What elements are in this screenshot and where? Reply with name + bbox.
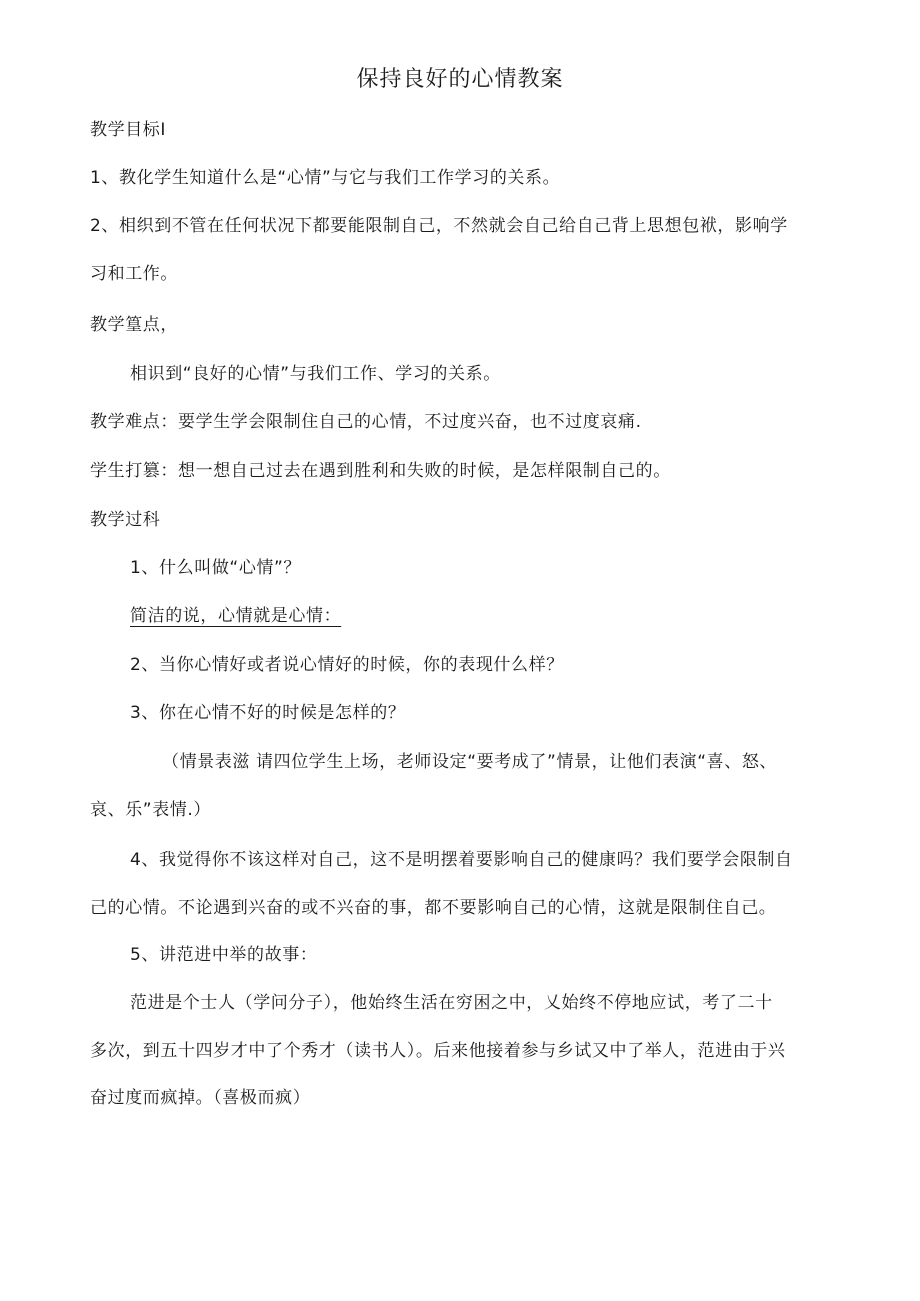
process-heading: 教学过科: [90, 510, 161, 530]
objective-2-line-2: 习和工作。: [90, 264, 178, 284]
question-1: 1、什么叫做“心情”？: [130, 558, 302, 578]
student-prep-text: 学生打篡：想一想自己过去在遇到胜利和失败的时候，是怎样限制自己的。: [90, 461, 671, 481]
story-line-3: 奋过度而疯掉。（喜极而疯）: [90, 1088, 311, 1108]
objective-2-line-1: 2、相织到不管在任何状况下都要能限制自己，不然就会自己给自己背上思想包袱，影响学: [90, 216, 788, 236]
story-line-2: 多次，到五十四岁才中了个秀才（读书人）。后来他接着参与乡试又中了举人，范进由于兴: [90, 1041, 786, 1061]
question-1-answer: 简洁的说，心情就是心情：: [130, 606, 342, 626]
key-points-heading: 教学篁点，: [90, 315, 178, 335]
difficulty-text: 教学难点：要学生学会限制住自己的心情，不过度兴奋，也不过度哀痛.: [90, 412, 642, 432]
key-point-text: 相识到“良好的心情”与我们工作、学习的关系。: [130, 364, 501, 384]
scene-line-2: 哀、乐”表情.）: [90, 800, 212, 820]
scene-line-1: （情景表滋 请四位学生上场，老师设定“要考成了”情景，让他们表演“喜、怒、: [162, 752, 778, 772]
question-2: 2、当你心情好或者说心情好的时候，你的表现什么样？: [130, 655, 564, 675]
story-line-1: 范进是个士人（学问分子），他始终生活在穷困之中，乂始终不停地应试，考了二十: [130, 993, 773, 1013]
paragraph-5: 5、讲范进中举的故事：: [130, 945, 318, 965]
paragraph-4-line-2: 己的心情。不论遇到兴奋的或不兴奋的事，都不要影响自己的心情，这就是限制住自己。: [90, 898, 777, 918]
paragraph-4-line-1: 4、我觉得你不该这样对自己，这不是明摆着要影响自己的健康吗？我们要学会限制自: [130, 850, 793, 870]
objectives-heading: 教学目标I: [90, 120, 167, 140]
document-title: 保持良好的心情教案: [356, 67, 564, 92]
question-3: 3、你在心情不好的时候是怎样的？: [130, 703, 406, 723]
objective-1: 1、教化学生知道什么是“心情”与它与我们工作学习的关系。: [90, 168, 561, 188]
